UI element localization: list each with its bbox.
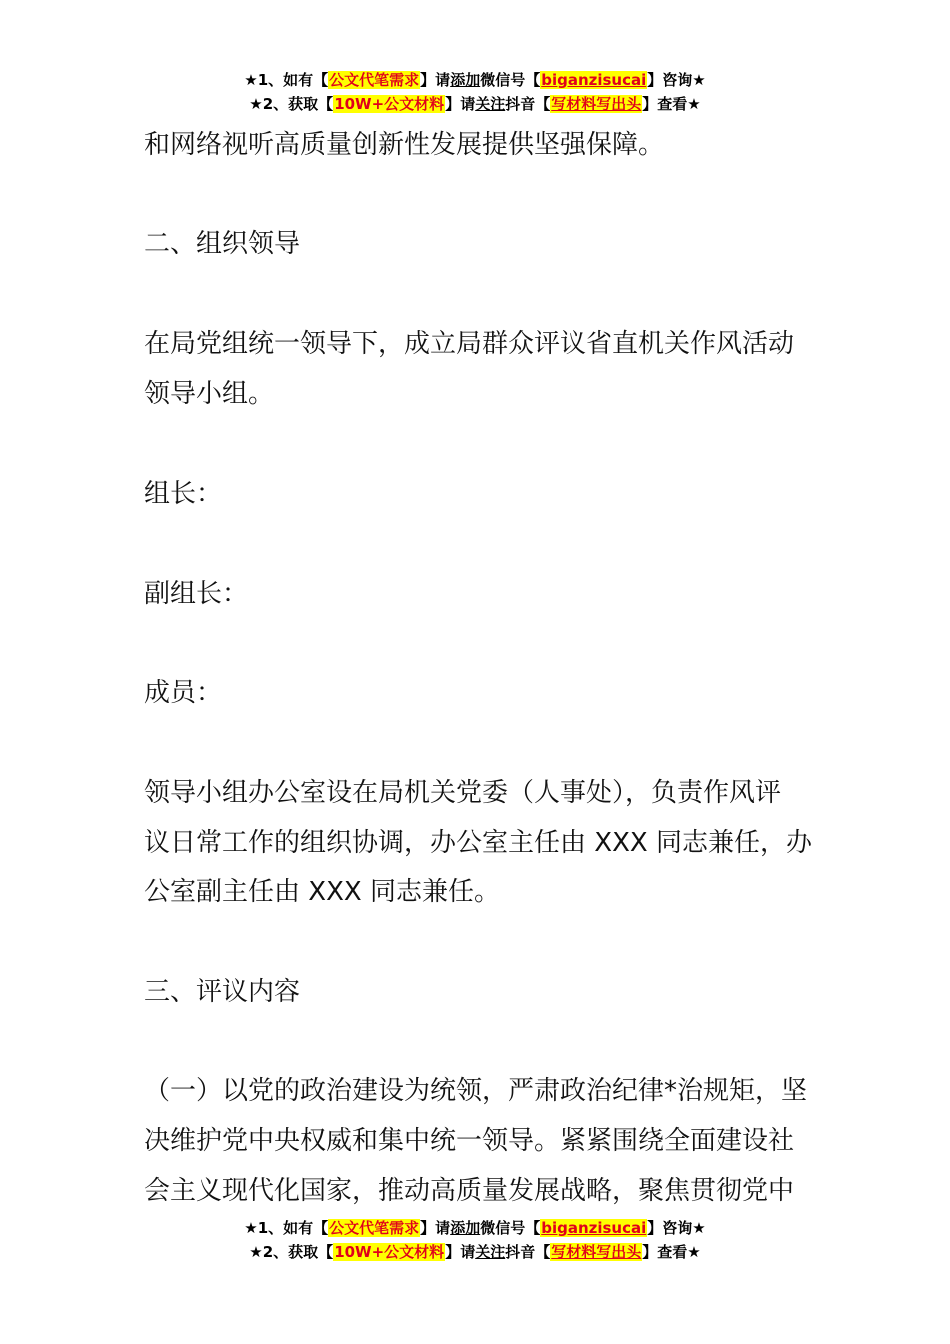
footer-banner	[0, 1216, 950, 1264]
banner-text: 微信号【	[480, 1219, 541, 1237]
paragraph-3-line-1: 领导小组办公室设在局机关党委（人事处），负责作风评	[144, 778, 782, 808]
paragraph-3-line-3: 公室副主任由 XXX 同志兼任。	[144, 877, 500, 907]
banner-text: 】查看★	[642, 95, 701, 113]
banner-text: 】查看★	[642, 1243, 701, 1261]
banner-line-1	[0, 68, 950, 92]
banner-underlined-text: 关注	[475, 95, 506, 113]
paragraph-2-line-2: 领导小组。	[144, 379, 275, 409]
banner-text: 】请	[420, 1219, 451, 1237]
banner-underlined-text: 添加	[450, 1219, 481, 1237]
banner-line-2	[0, 92, 950, 116]
paragraph-4-line-2: 决维护党中央权威和集中统一领导。紧紧围绕全面建设社	[144, 1126, 795, 1156]
banner-text: 微信号【	[480, 71, 541, 89]
banner-highlight: 写材料写出头	[551, 1243, 642, 1261]
banner-text: 】请	[445, 95, 476, 113]
section-heading-2: 二、组织领导	[144, 229, 301, 259]
banner-line-1	[0, 1216, 950, 1240]
banner-text: ★2、获取【	[249, 95, 334, 113]
paragraph-4-line-3: 会主义现代化国家，推动高质量发展战略，聚焦贯彻党中	[144, 1176, 795, 1206]
members-label: 成员：	[144, 678, 223, 708]
banner-highlight: 公文代笔需求	[329, 1219, 420, 1237]
banner-text: 】咨询★	[647, 71, 706, 89]
banner-highlight: 10W+公文材料	[334, 1243, 445, 1261]
banner-highlight: biganzisucai	[541, 1219, 647, 1237]
banner-text: ★2、获取【	[249, 1243, 334, 1261]
paragraph-1: 和网络视听高质量创新性发展提供坚强保障。	[144, 130, 665, 160]
leader-label: 组长：	[144, 479, 223, 509]
banner-underlined-text: 关注	[475, 1243, 506, 1261]
vice-leader-label: 副组长：	[144, 579, 249, 609]
banner-highlight: 10W+公文材料	[334, 95, 445, 113]
banner-highlight: 写材料写出头	[551, 95, 642, 113]
header-banner	[0, 68, 950, 116]
banner-underlined-text: 添加	[450, 71, 481, 89]
banner-text: 】请	[420, 71, 451, 89]
paragraph-4-line-1: （一）以党的政治建设为统领，严肃政治纪律*治规矩，坚	[144, 1076, 808, 1106]
paragraph-3-line-2: 议日常工作的组织协调，办公室主任由 XXX 同志兼任，办	[144, 828, 812, 858]
banner-text: 】请	[445, 1243, 476, 1261]
banner-text: 】咨询★	[647, 1219, 706, 1237]
banner-highlight: 公文代笔需求	[329, 71, 420, 89]
banner-text: ★1、如有【	[244, 71, 329, 89]
section-heading-3: 三、评议内容	[144, 977, 301, 1007]
banner-line-2	[0, 1240, 950, 1264]
banner-text: ★1、如有【	[244, 1219, 329, 1237]
paragraph-2-line-1: 在局党组统一领导下，成立局群众评议省直机关作风活动	[144, 329, 795, 359]
banner-highlight: biganzisucai	[541, 71, 647, 89]
banner-text: 抖音【	[505, 95, 551, 113]
banner-text: 抖音【	[505, 1243, 551, 1261]
